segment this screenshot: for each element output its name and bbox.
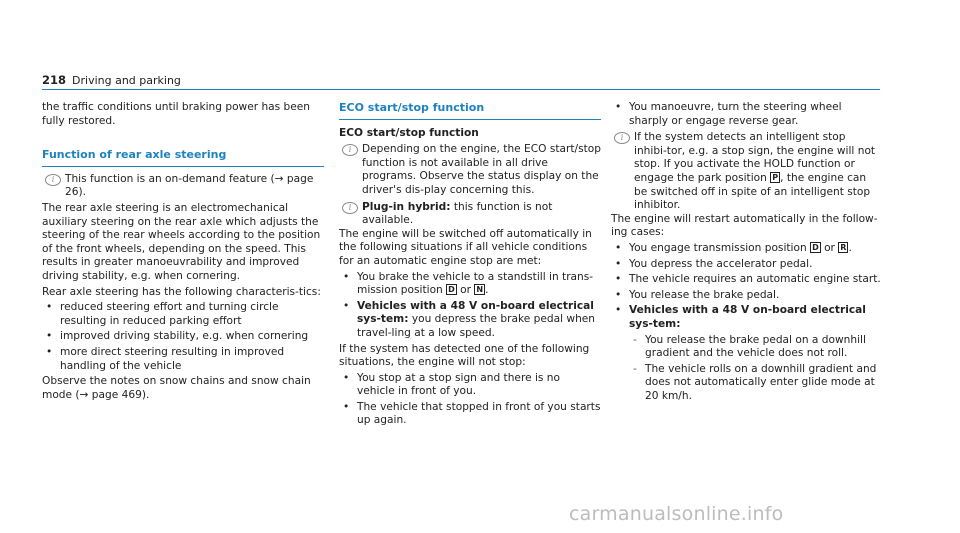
- list-item-text: reduced steering effort and turning circle resulting in reduced parking effort: [60, 301, 279, 327]
- paragraph: If the system has detected one of the following situations, the engine will not stop:: [339, 342, 590, 369]
- sub-list-item: [611, 363, 881, 404]
- page-header: [42, 74, 181, 88]
- bullet-icon: •: [615, 304, 622, 317]
- gear-n-key: N: [476, 285, 484, 295]
- info-icon: i: [614, 132, 630, 144]
- list-item-text: You release the brake pedal.: [629, 288, 780, 301]
- list-item: [339, 372, 601, 399]
- list-item: [611, 258, 881, 272]
- note-text: This function is an on-demand feature (→ page 26).: [65, 172, 314, 199]
- list-item-text: You manoeuvre, turn the steering wheel sharply or engage reverse gear.: [629, 101, 842, 127]
- header-divider: [42, 89, 880, 90]
- bullet-icon: •: [343, 400, 350, 413]
- bullet-icon: •: [615, 101, 622, 113]
- dash-icon: -: [633, 362, 637, 375]
- info-icon: i: [45, 174, 61, 186]
- list-text: you depress the brake pedal when travel-ling at a low speed.: [357, 313, 596, 339]
- paragraph: Rear axle steering has the following characteris-tics:: [42, 285, 321, 298]
- column-right: [611, 101, 881, 403]
- bullet-icon: •: [343, 371, 350, 384]
- bullet-icon: •: [343, 299, 350, 312]
- list-item: [611, 289, 881, 303]
- bullet-icon: •: [46, 301, 53, 314]
- list-item: [611, 273, 881, 287]
- gear-d-key: D: [812, 242, 819, 252]
- list-item-text: [357, 271, 601, 298]
- note-body: , the engine can be switched off in spite of an intelligent stop inhibitor.: [634, 171, 871, 212]
- or-text: or: [456, 284, 475, 297]
- list-item: [611, 242, 881, 256]
- note-label: Plug-in hybrid:: [362, 200, 451, 213]
- list-item-text: more direct steering resulting in improved handling of the vehicle: [60, 345, 285, 372]
- list-item: [42, 301, 324, 328]
- list-item-text: [629, 242, 852, 256]
- list-text: You engage transmission position: [629, 241, 811, 254]
- gear-r-key: R: [840, 242, 847, 252]
- note-text: [362, 201, 601, 228]
- list-label: Vehicles with a 48 V on-board electrical sys-tem:: [357, 299, 594, 326]
- list-item: [339, 271, 601, 298]
- list-item-text: The vehicle that stopped in front of you starts up again.: [357, 400, 601, 427]
- paragraph: The rear axle steering is an electromechanical auxiliary steering on the rear axle which adjusts the steering of the rear wheels according to the position of the front wheels, depending on the speed. This results in greater manoeuvrability and improved driving stability, e.g. when cornering.: [42, 201, 321, 282]
- bullet-icon: •: [615, 257, 622, 270]
- list-item: [42, 330, 324, 344]
- period: .: [485, 284, 489, 297]
- bullet-icon: •: [615, 288, 622, 301]
- or-text: or: [820, 241, 839, 254]
- page-number: 218: [42, 73, 67, 87]
- bullet-icon: •: [46, 330, 53, 343]
- list-item-text: improved driving stability, e.g. when cornering: [60, 330, 309, 343]
- note-text: Depending on the engine, the ECO start/stop function is not available in all drive programs. Observe the status display on the driver's dis-play concerning this.: [362, 143, 601, 196]
- watermark: carmanualsonline.info: [569, 503, 784, 525]
- intro-text: the traffic conditions until braking power has been fully restored.: [42, 101, 311, 127]
- sub-list-text: You release the brake pedal on a downhill gradient and the vehicle does not roll.: [645, 333, 866, 360]
- note-eco-availability: [339, 143, 601, 197]
- list-item-text: You depress the accelerator pedal.: [629, 257, 813, 270]
- note-text: [634, 131, 881, 213]
- list-item: [611, 304, 881, 331]
- list-item-text: The vehicle requires an automatic engine start.: [629, 273, 881, 286]
- note-stop-inhibitor: [611, 131, 881, 213]
- note-body: If the system detects an intelligent stop inhibi-tor, e.g. a stop sign, the engine will not stop. If you activate the HOLD function or engage the park position: [634, 131, 876, 184]
- page-title: Driving and parking: [72, 74, 181, 87]
- dash-icon: -: [633, 333, 637, 346]
- paragraph: Observe the notes on snow chains and snow chain mode (→ page 469).: [42, 375, 311, 401]
- note-on-demand: [42, 173, 324, 200]
- sub-list-text: The vehicle rolls on a downhill gradient and does not automatically enter glide mode at 20 km/h.: [645, 362, 877, 402]
- info-icon: i: [342, 202, 358, 214]
- bullet-icon: •: [615, 241, 622, 254]
- column-middle: [339, 101, 601, 428]
- bullet-icon: •: [46, 345, 53, 358]
- list-item-text: You stop at a stop sign and there is no vehicle in front of you.: [357, 371, 560, 398]
- subheading-eco: ECO start/stop function: [339, 126, 479, 139]
- column-left: [42, 101, 324, 402]
- paragraph: The engine will restart automatically in the follow-ing cases:: [611, 212, 878, 239]
- list-text: You brake the vehicle to a standstill in trans-mission position: [357, 270, 594, 297]
- paragraph: The engine will be switched off automatically in the following situations if all vehicle conditions for an automatic engine stop are met:: [339, 227, 592, 267]
- list-item: [42, 346, 324, 373]
- list-item: [611, 101, 881, 128]
- bullet-icon: •: [343, 270, 350, 283]
- list-item: [339, 401, 601, 428]
- sub-list-item: [611, 334, 881, 361]
- bullet-icon: •: [615, 273, 622, 286]
- gear-d-key: D: [448, 285, 455, 295]
- gear-p-key: P: [772, 172, 779, 182]
- section-title-eco: ECO start/stop function: [339, 101, 601, 120]
- info-icon: i: [342, 144, 358, 156]
- list-item: [339, 300, 601, 341]
- section-title-rear-axle: Function of rear axle steering: [42, 148, 324, 167]
- list-label: Vehicles with a 48 V on-board electrical sys-tem:: [629, 304, 866, 330]
- list-item-text: [357, 300, 601, 341]
- note-body: this function is not available.: [362, 200, 553, 227]
- note-plug-in-hybrid: [339, 201, 601, 228]
- period: .: [848, 241, 852, 254]
